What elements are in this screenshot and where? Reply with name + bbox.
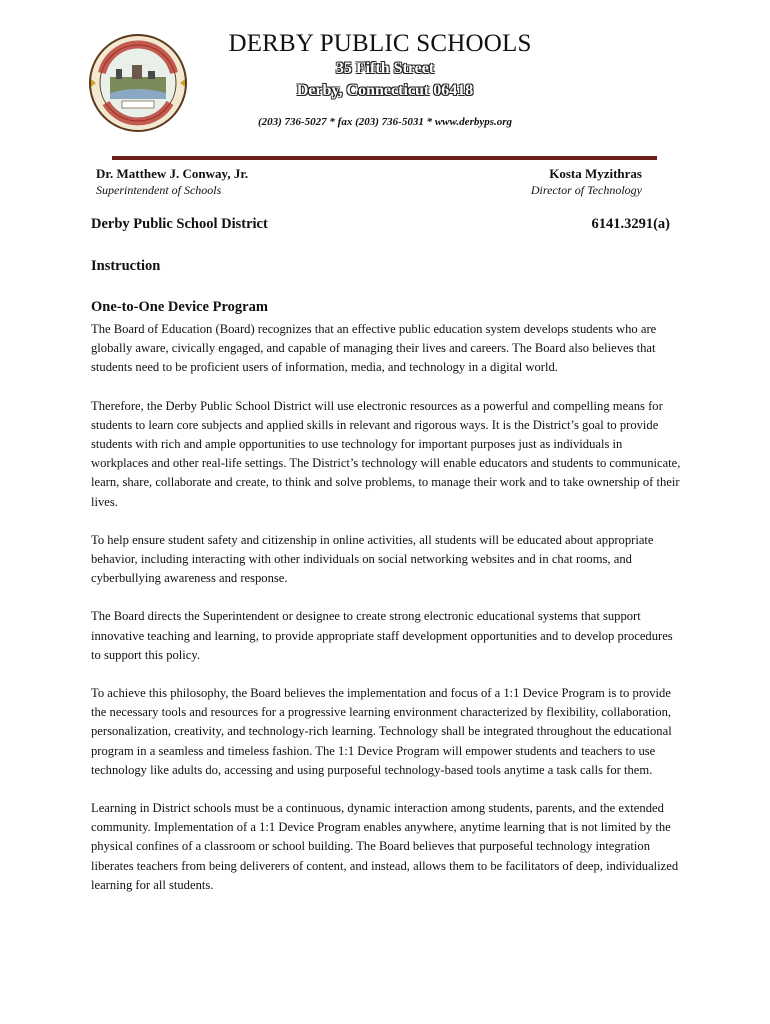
policy-code: 6141.3291(a) bbox=[591, 216, 670, 232]
header-divider bbox=[112, 156, 657, 160]
paragraph-1: The Board of Education (Board) recognizes that an effective public education system develops students who are globally aware, civically engaged, and capable of managing their lives and careers. The Board also believes that students need to be proficient users of information, media, and technology in a digital world. bbox=[91, 322, 657, 375]
address-street: 35 Fifth Street bbox=[335, 60, 435, 77]
district-seal bbox=[88, 33, 188, 133]
district-heading: Derby Public School District bbox=[91, 216, 268, 232]
paragraph-4: The Board directs the Superintendent or designee to create strong electronic educational systems that support innovative teaching and learning, to provide appropriate staff development opportunities and to develop procedures to support this policy. bbox=[91, 609, 673, 662]
paragraph-3: To help ensure student safety and citizenship in online activities, all students will be educated about appropriate behavior, including interacting with other individuals on social networking websites and in chat rooms, and cyberbullying awareness and response. bbox=[91, 532, 654, 586]
policy-body bbox=[91, 320, 681, 914]
program-title: One-to-One Device Program bbox=[91, 299, 268, 315]
address-city: Derby, Connecticut 06418 bbox=[296, 82, 474, 99]
section-heading: Instruction bbox=[91, 258, 161, 274]
paragraph-6: Learning in District schools must be a continuous, dynamic interaction among students, parents, and the extended community. Implementation of a 1:1 Device Program enables anywhere, anytime learning that is not limited by the physical confines of a classroom or school building. The Board believes that purposeful technology integration liberates teachers from being deliverers of content, and instead, allows them to be facilitators of deep, individualized learning for all students. bbox=[91, 801, 679, 892]
director-title: Director of Technology bbox=[530, 183, 642, 197]
director-name: Kosta Myzithras bbox=[549, 166, 642, 181]
paragraph-2: Therefore, the Derby Public School District will use electronic resources as a powerful and compelling means for students to learn core subjects and applied skills in relevant and rigorous ways. It is the District’s goal to provide students with rich and ample opportunities to use technology for important purposes just as individuals in workplaces and other real-life settings. The District’s technology will enable educators and students to communicate, learn, share, collaborate and create, to think and solve problems, to manage their work and to take ownership of their lives. bbox=[91, 398, 681, 509]
paragraph-5: To achieve this philosophy, the Board believes the implementation and focus of a 1:1 Device Program is to provide the necessary tools and resources for a progressive learning environment characterized by flexibility, collaboration, personalization, creativity, and technology-rich learning. Technology shall be integrated throughout the educational program in a seamless and timeless fashion. The 1:1 Device Program will empower students and teachers to use technology like adults do, accessing and using purposeful technology-based tools anytime a task calls for them. bbox=[91, 686, 672, 777]
superintendent-name: Dr. Matthew J. Conway, Jr. bbox=[96, 166, 249, 181]
organization-name: DERBY PUBLIC SCHOOLS bbox=[228, 30, 532, 57]
contact-line: (203) 736-5027 * fax (203) 736-5031 * www.derbyps.org bbox=[257, 116, 513, 128]
superintendent-title: Superintendent of Schools bbox=[96, 183, 222, 197]
